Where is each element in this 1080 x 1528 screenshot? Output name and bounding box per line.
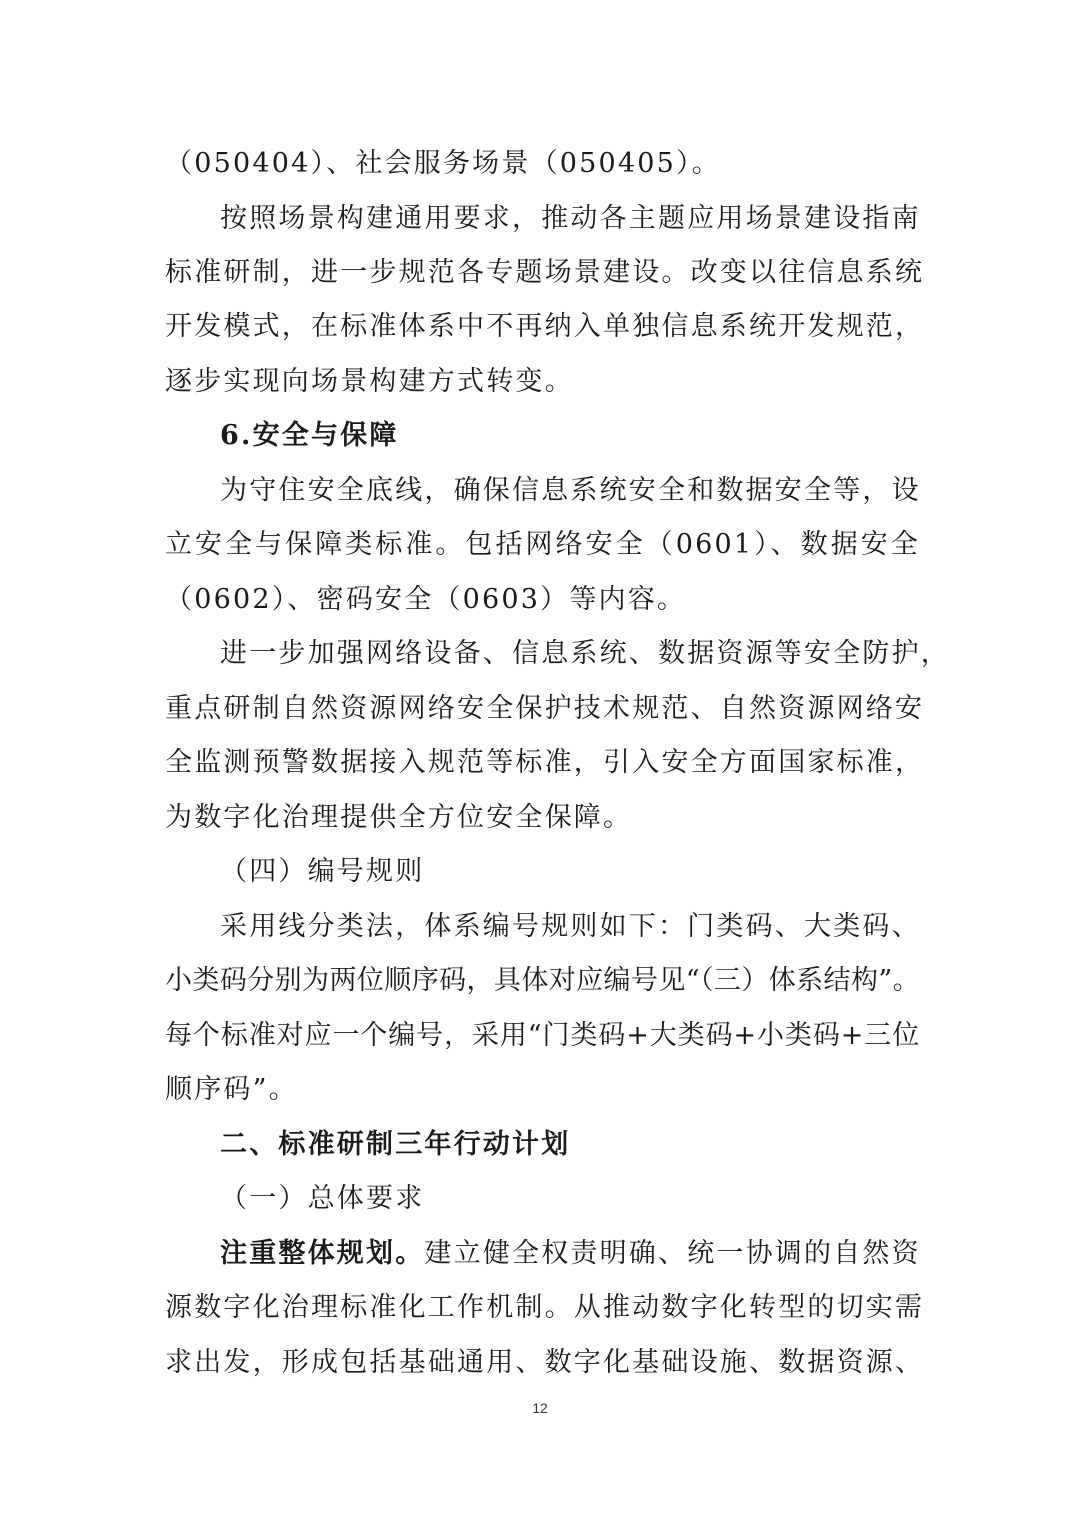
lead-phrase: 注重整体规划。: [220, 1238, 425, 1269]
paragraph-line: 逐步实现向场景构建方式转变。: [165, 366, 574, 397]
paragraph-line: 进一步加强网络设备、信息系统、数据资源等安全防护，: [220, 638, 950, 669]
paragraph-line: 开发模式，在标准体系中不再纳入单独信息系统开发规范，: [165, 311, 925, 342]
section-heading: （四）编号规则: [220, 856, 425, 887]
page-number: 12: [532, 1400, 548, 1416]
paragraph-line: 每个标准对应一个编号，采用“门类码+大类码+小类码+三位: [165, 1020, 920, 1051]
paragraph-line: 求出发，形成包括基础通用、数字化基础设施、数据资源、: [165, 1347, 925, 1378]
paragraph-line: 全监测预警数据接入规范等标准，引入安全方面国家标准，: [165, 747, 925, 778]
paragraph-line: 源数字化治理标准化工作机制。从推动数字化转型的切实需: [165, 1292, 925, 1323]
paragraph-line: 重点研制自然资源网络安全保护技术规范、自然资源网络安: [165, 693, 925, 724]
paragraph-line: 标准研制，进一步规范各专题场景建设。改变以往信息系统: [165, 257, 925, 288]
paragraph-line: 采用线分类法，体系编号规则如下：门类码、大类码、: [220, 911, 921, 942]
section-heading: （一）总体要求: [220, 1183, 425, 1214]
paragraph-line: 为守住安全底线，确保信息系统安全和数据安全等，设: [220, 475, 921, 506]
paragraph-line: 为数字化治理提供全方位安全保障。: [165, 802, 633, 833]
paragraph-line: [220, 1227, 920, 1281]
paragraph-line: 立安全与保障类标准。包括网络安全（0601）、数据安全: [165, 529, 920, 560]
paragraph-line: （050404）、社会服务场景（050405）。: [165, 148, 721, 179]
chapter-heading: 二、标准研制三年行动计划: [220, 1129, 571, 1160]
paragraph-line: （0602）、密码安全（0603）等内容。: [165, 584, 687, 615]
paragraph-line: 顺序码”。: [165, 1074, 298, 1105]
paragraph-line: 小类码分别为两位顺序码，具体对应编号见“（三）体系结构”。: [165, 965, 920, 996]
section-heading: 6.安全与保障: [220, 420, 399, 451]
paragraph-text: 建立健全权责明确、统一协调的自然资: [424, 1238, 921, 1269]
paragraph-line: 按照场景构建通用要求，推动各主题应用场景建设指南: [220, 203, 921, 234]
